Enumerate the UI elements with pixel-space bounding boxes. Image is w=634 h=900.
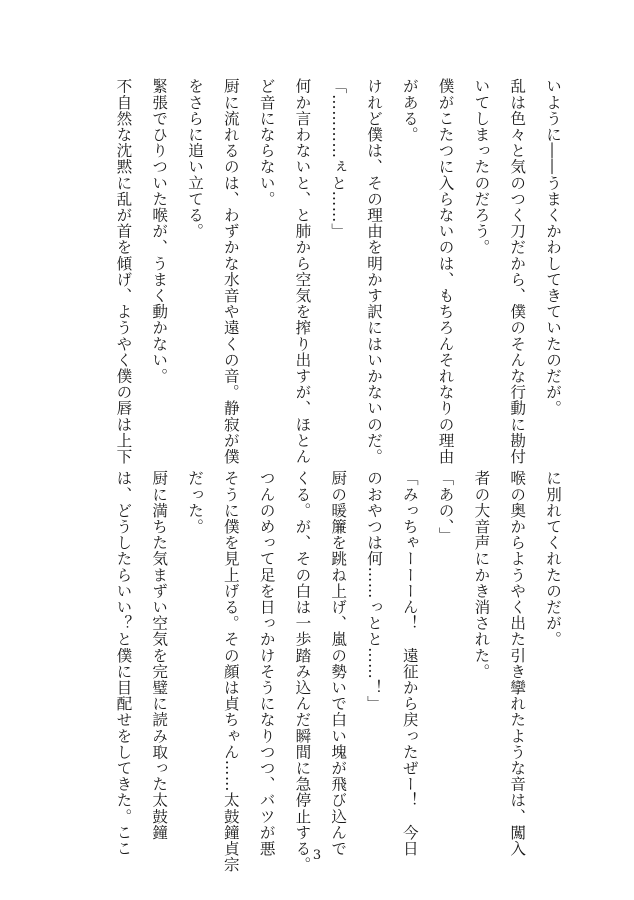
text-line: だった。 — [186, 470, 205, 535]
text-line: つんのめって足を日っかけそうになりつつ、バツが悪 — [257, 470, 276, 857]
text-line: 不自然な沈黙に乱が首を傾げ、ようやく僕の唇は上下 — [114, 78, 133, 465]
text-block-upper — [105, 78, 570, 465]
text-line: 喉の奥からようやく出た引き攣れたような音は、闖入 — [508, 470, 527, 857]
text-line: 厨の暖簾を跳ね上げ、嵐の勢いで白い塊が飛び込んで — [329, 470, 348, 857]
text-line: いように――うまくかわしてきていたのだが。 — [544, 78, 562, 417]
text-line: がある。 — [400, 78, 419, 143]
text-line: 「あの、」 — [436, 470, 455, 543]
text-line: 「…………ぇと……」 — [329, 78, 348, 239]
text-line: けれど僕は、その理由を明かす訳にはいかないのだ。 — [365, 78, 384, 465]
text-line: 厨に満ちた気まずい空気を完璧に読み取った太鼓鐘 — [150, 470, 169, 841]
text-line: に別れてくれたのだが。 — [544, 470, 562, 648]
text-block-lower — [105, 470, 570, 873]
text-line: 厨に流れるのは、わずかな水音や遠くの音。静寂が僕 — [221, 78, 240, 465]
text-line: をさらに追い立てる。 — [186, 78, 205, 239]
text-line: 僕がこたつに入らないのは、もちろんそれなりの理由 — [436, 78, 455, 465]
text-line: そうに僕を見上げる。その顔は貞ちゃん……太鼓鐘貞宗 — [221, 470, 240, 873]
text-line: のおやつは何……っとと……！」 — [365, 470, 384, 712]
text-line: は、どうしたらいい？と僕に目配せをしてきた。ここ — [114, 470, 133, 857]
text-line: 乱は色々と気のつく刀だから、僕のそんな行動に勘付 — [508, 78, 527, 465]
text-line: 何か言わないと、と肺から空気を搾り出すが、ほとん — [293, 78, 312, 465]
text-line: くる。が、その白は一歩踏み込んだ瞬間に急停止する。 — [293, 470, 312, 873]
text-line: 「みっちゃーーーん！ 遠征から戻ったぜー！ 今日 — [400, 470, 419, 857]
text-line: ど音にならない。 — [257, 78, 276, 207]
text-line: いてしまったのだろう。 — [472, 78, 491, 256]
text-line: 緊張でひりついた喉が、うまく動かない。 — [150, 78, 169, 384]
page-number: 3 — [312, 848, 322, 863]
text-line: 者の大音声にかき消された。 — [472, 470, 491, 680]
